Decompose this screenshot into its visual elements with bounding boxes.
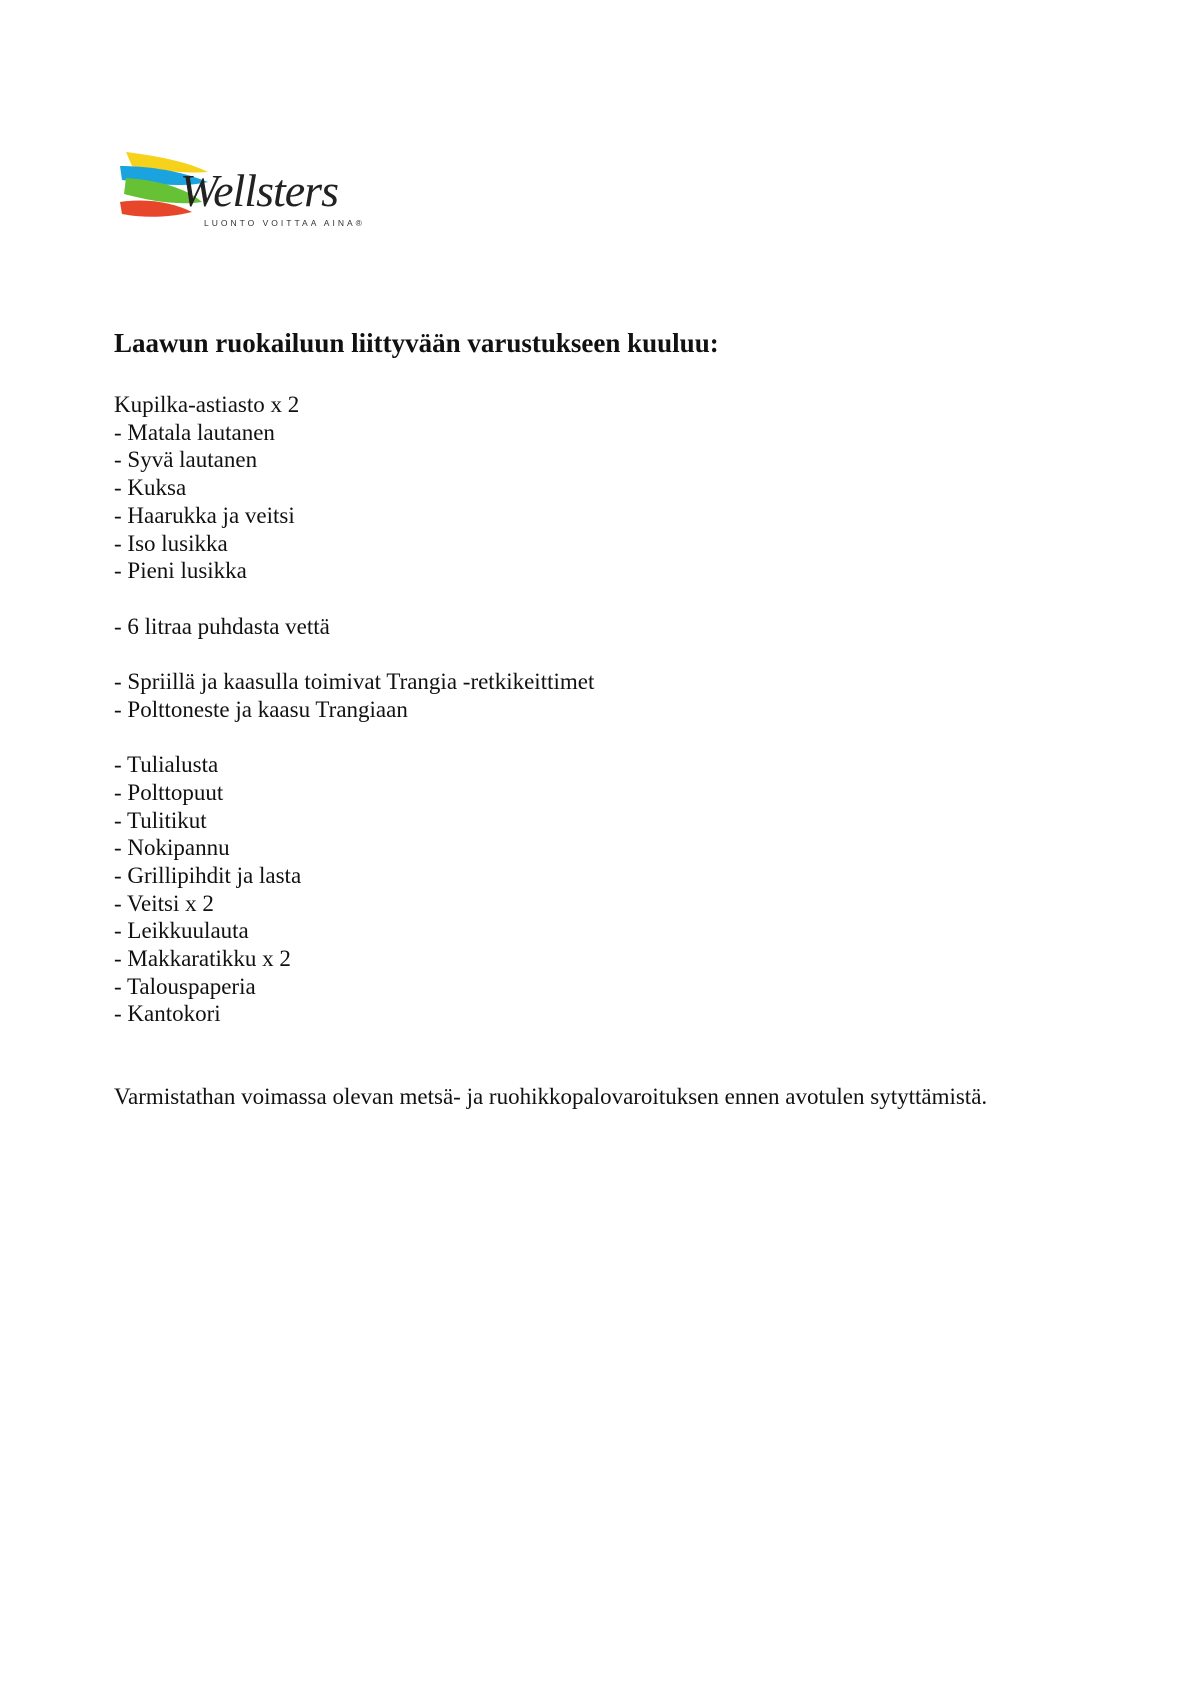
list-group-tableware — [114, 391, 1114, 585]
list-item: - Haarukka ja veitsi — [114, 502, 295, 528]
list-item: - Nokipannu — [114, 835, 230, 861]
list-item: - Tulitikut — [114, 807, 207, 833]
list-item: - Spriillä ja kaasulla toimivat Trangia -retkikeittimet — [114, 669, 595, 694]
list-item: - Syvä lautanen — [114, 447, 258, 473]
list-item: - Talouspaperia — [114, 973, 256, 999]
list-group-water — [114, 613, 1114, 641]
list-item: - Iso lusikka — [114, 530, 228, 556]
list-item: - Leikkuulauta — [114, 918, 249, 944]
document-heading: Laawun ruokailuun liittyvään varustukseen kuuluu: — [114, 328, 719, 358]
list-item: - 6 litraa puhdasta vettä — [114, 613, 330, 639]
logo-tagline: LUONTO VOITTAA AINA® — [204, 218, 365, 228]
wellsters-logo — [118, 148, 388, 236]
list-group-fire — [114, 751, 1114, 1028]
list-group-stoves — [114, 668, 1114, 723]
list-item: - Pieni lusikka — [114, 558, 247, 584]
list-item: Kupilka-astiasto x 2 — [114, 392, 300, 417]
list-item: - Makkaratikku x 2 — [114, 946, 291, 972]
list-item: - Polttopuut — [114, 779, 224, 805]
logo-wordmark: Wellsters — [180, 165, 338, 216]
list-item: - Matala lautanen — [114, 419, 275, 445]
list-item: - Kuksa — [114, 475, 187, 501]
list-item: - Tulialusta — [114, 752, 219, 778]
list-item: - Polttoneste ja kaasu Trangiaan — [114, 696, 408, 722]
list-item: - Kantokori — [114, 1001, 221, 1027]
list-item: - Grillipihdit ja lasta — [114, 862, 302, 888]
equipment-list — [114, 391, 1114, 1056]
fire-warning-note: Varmistathan voimassa olevan metsä- ja ruohikkopalovaroituksen ennen avotulen sytyttämistä. — [114, 1084, 988, 1109]
wellsters-logo-graphic — [118, 148, 388, 236]
list-item: - Veitsi x 2 — [114, 890, 214, 916]
